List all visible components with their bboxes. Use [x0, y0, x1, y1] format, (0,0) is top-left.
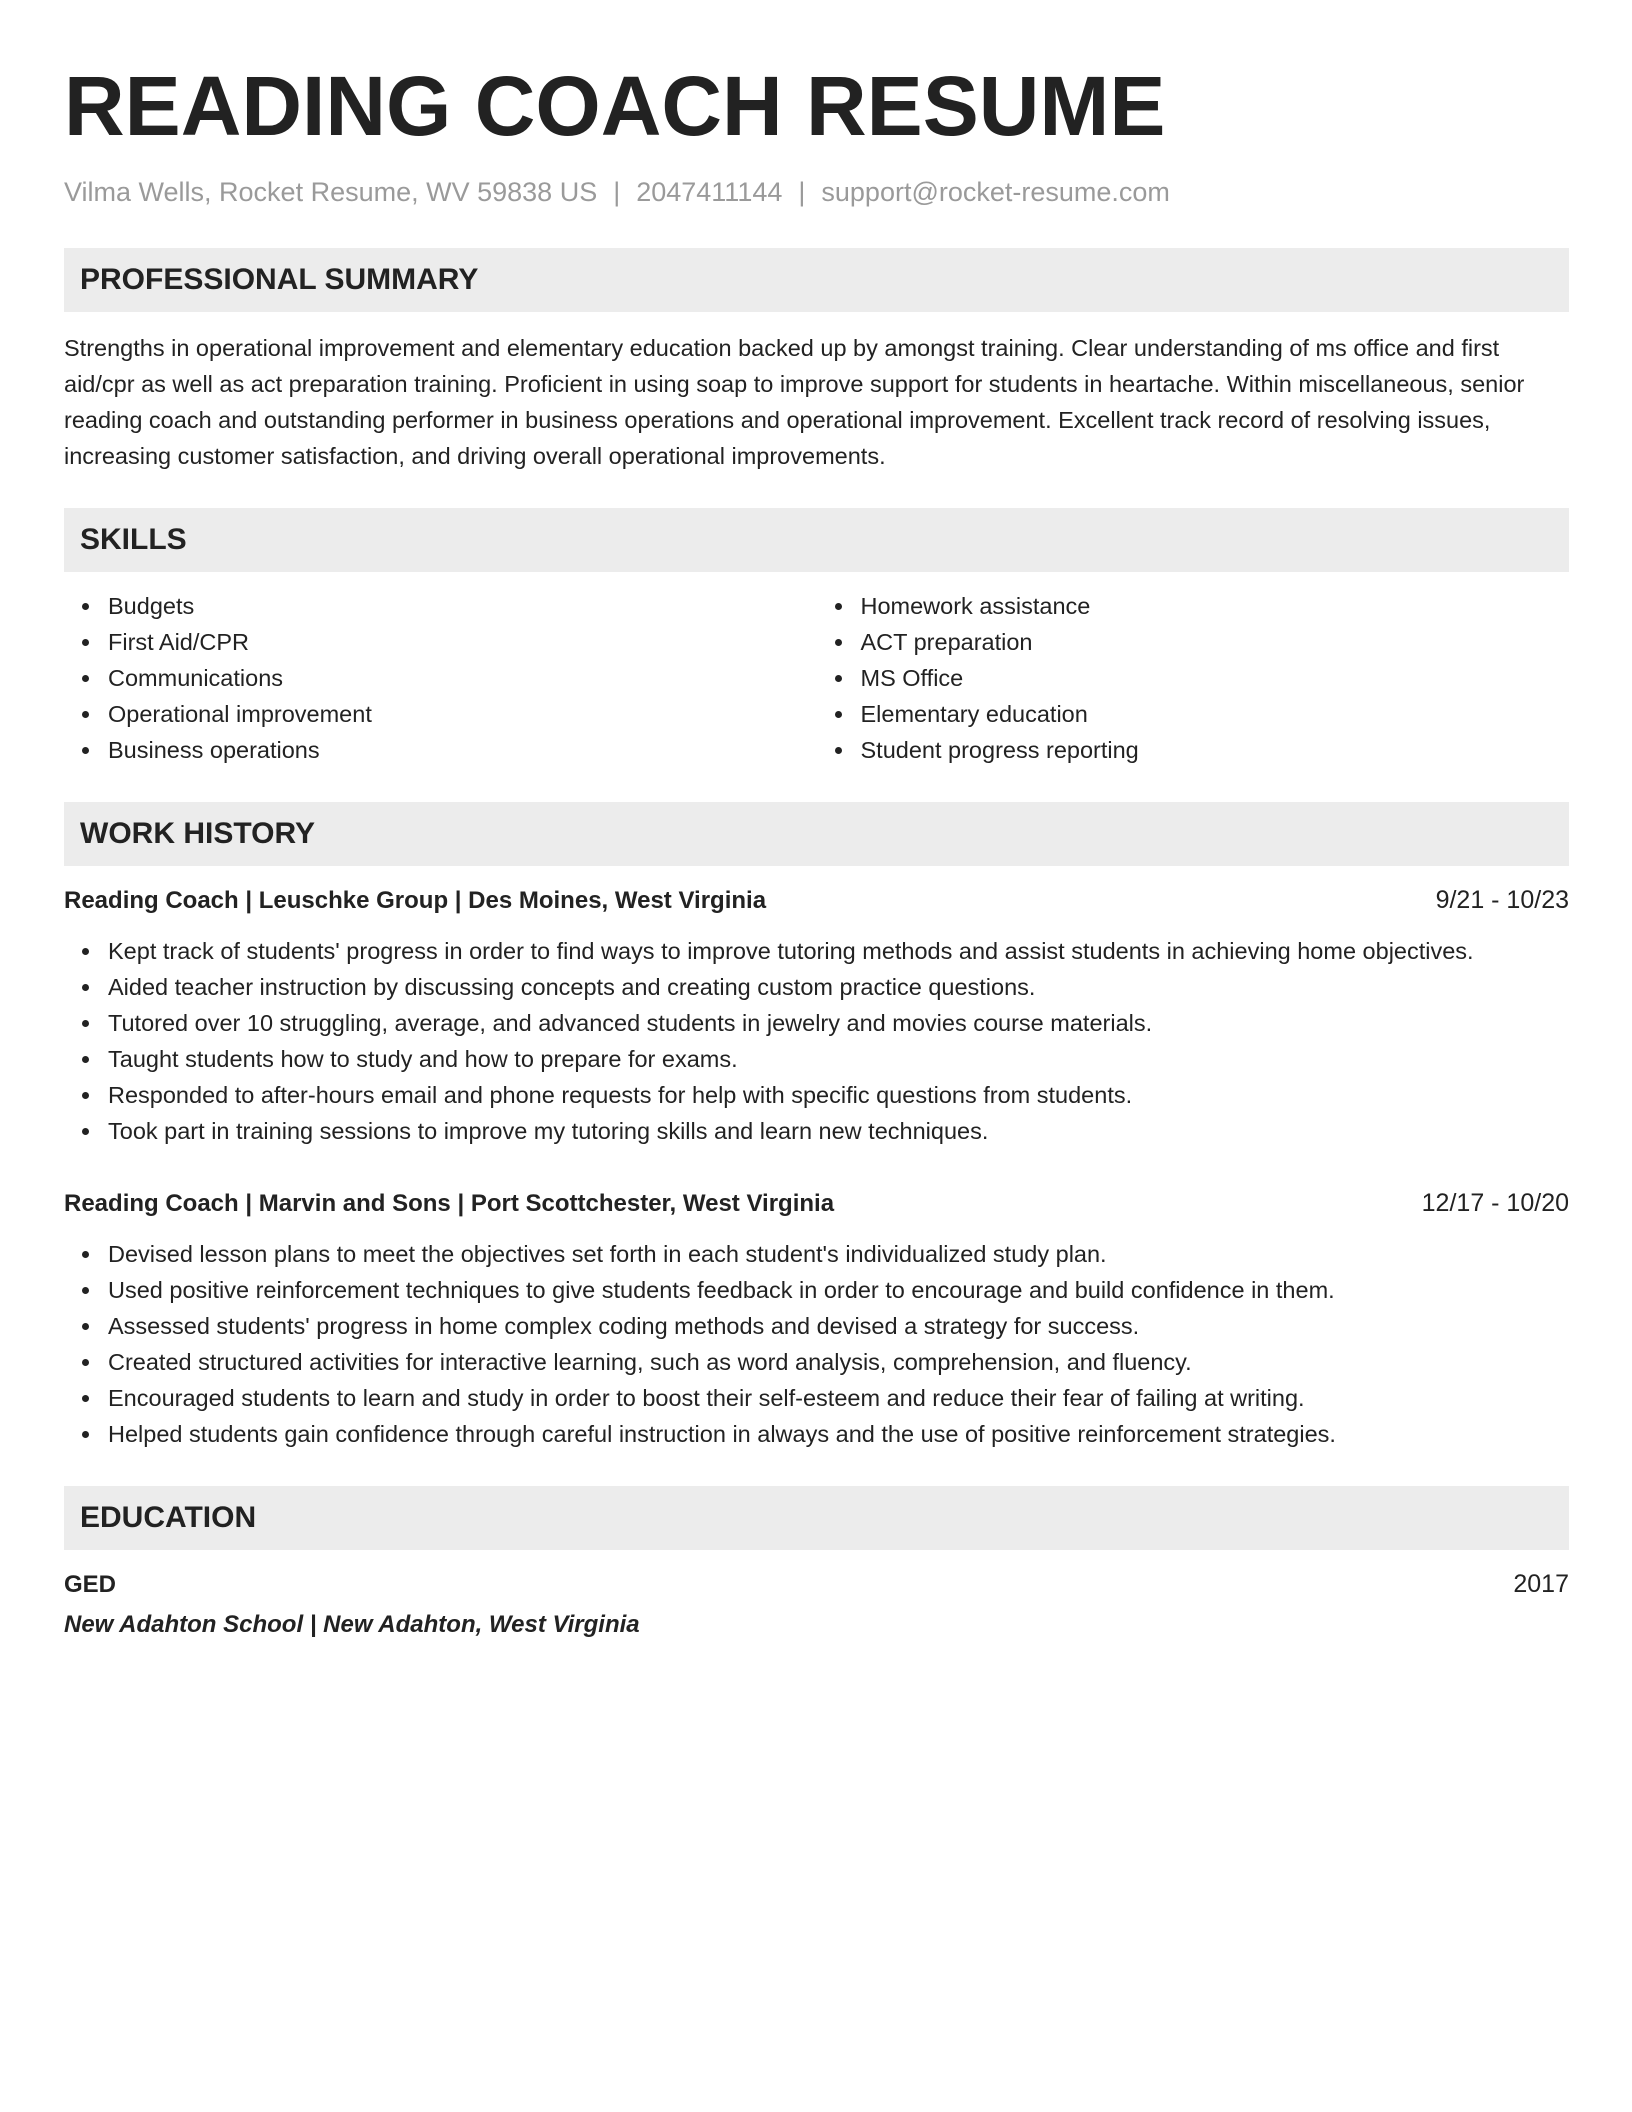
education-section [64, 1486, 1569, 1643]
summary-section [64, 248, 1569, 474]
skill-item: Budgets [108, 588, 817, 624]
skills-heading: SKILLS [64, 508, 1569, 572]
job-bullet: Aided teacher instruction by discussing concepts and creating custom practice questions. [108, 969, 1569, 1005]
resume-title: READING COACH RESUME [64, 59, 1166, 153]
job-bullet: Assessed students' progress in home complex coding methods and devised a strategy for success. [108, 1308, 1569, 1344]
work-history-heading: WORK HISTORY [64, 802, 1569, 866]
job-header [64, 1185, 1569, 1222]
contact-line [64, 174, 1569, 210]
education-year: 2017 [1513, 1570, 1569, 1598]
skill-item: ACT preparation [861, 624, 1570, 660]
skill-item: MS Office [861, 660, 1570, 696]
skill-item: First Aid/CPR [108, 624, 817, 660]
contact-phone: 2047411144 [636, 177, 783, 207]
contact-separator: | [613, 177, 621, 207]
job-bullet: Devised lesson plans to meet the objectives set forth in each student's individualized study plan. [108, 1236, 1569, 1272]
job-bullets [64, 1236, 1569, 1452]
job-entry [64, 1185, 1569, 1452]
contact-email: support@rocket-resume.com [821, 177, 1170, 207]
job-bullet: Taught students how to study and how to prepare for exams. [108, 1041, 1569, 1077]
work-history-section [64, 802, 1569, 1452]
education-entry [64, 1566, 1569, 1643]
education-heading: EDUCATION [64, 1486, 1569, 1550]
contact-address: Vilma Wells, Rocket Resume, WV 59838 US [64, 177, 598, 207]
job-bullet: Encouraged students to learn and study in order to boost their self-esteem and reduce their fear of failing at writing. [108, 1380, 1569, 1416]
education-degree: GED [64, 1571, 117, 1598]
education-header [64, 1566, 1569, 1603]
summary-heading: PROFESSIONAL SUMMARY [64, 248, 1569, 312]
job-bullet: Tutored over 10 struggling, average, and advanced students in jewelry and movies course materials. [108, 1005, 1569, 1041]
job-bullet: Kept track of students' progress in order to find ways to improve tutoring methods and assist students in achieving home objectives. [108, 933, 1569, 969]
skills-list [64, 588, 1569, 768]
skill-item: Communications [108, 660, 817, 696]
job-dates: 9/21 - 10/23 [1435, 886, 1569, 914]
skill-item: Operational improvement [108, 696, 817, 732]
job-title: Reading Coach | Marvin and Sons | Port Scottchester, West Virginia [64, 1190, 835, 1217]
skills-section [64, 508, 1569, 768]
summary-text: Strengths in operational improvement and elementary education backed up by amongst training. Clear understanding of ms office and first aid/cpr as well as act preparation training. Proficient in using soap to improve support for students in heartache. Within miscellaneous, senior reading coach and outstanding performer in business operations and operational improvement. Excellent track record of resolving issues, increasing customer satisfaction, and driving overall operational improvements. [64, 335, 1525, 469]
education-school: New Adahton School | New Adahton, West Virginia [64, 1611, 640, 1638]
job-bullets [64, 933, 1569, 1149]
job-bullet: Created structured activities for interactive learning, such as word analysis, comprehension, and fluency. [108, 1344, 1569, 1380]
skills-column-right [817, 588, 1570, 768]
job-header [64, 882, 1569, 919]
job-bullet: Took part in training sessions to improve my tutoring skills and learn new techniques. [108, 1113, 1569, 1149]
job-bullet: Helped students gain confidence through careful instruction in always and the use of positive reinforcement strategies. [108, 1416, 1569, 1452]
job-dates: 12/17 - 10/20 [1421, 1189, 1569, 1217]
job-title: Reading Coach | Leuschke Group | Des Moines, West Virginia [64, 887, 767, 914]
skill-item: Homework assistance [861, 588, 1570, 624]
skill-item: Business operations [108, 732, 817, 768]
skill-item: Elementary education [861, 696, 1570, 732]
skill-item: Student progress reporting [861, 732, 1570, 768]
job-bullet: Responded to after-hours email and phone requests for help with specific questions from students. [108, 1077, 1569, 1113]
job-entry [64, 882, 1569, 1149]
job-bullet: Used positive reinforcement techniques to give students feedback in order to encourage and build confidence in them. [108, 1272, 1569, 1308]
skills-column-left [64, 588, 817, 768]
contact-separator: | [798, 177, 806, 207]
